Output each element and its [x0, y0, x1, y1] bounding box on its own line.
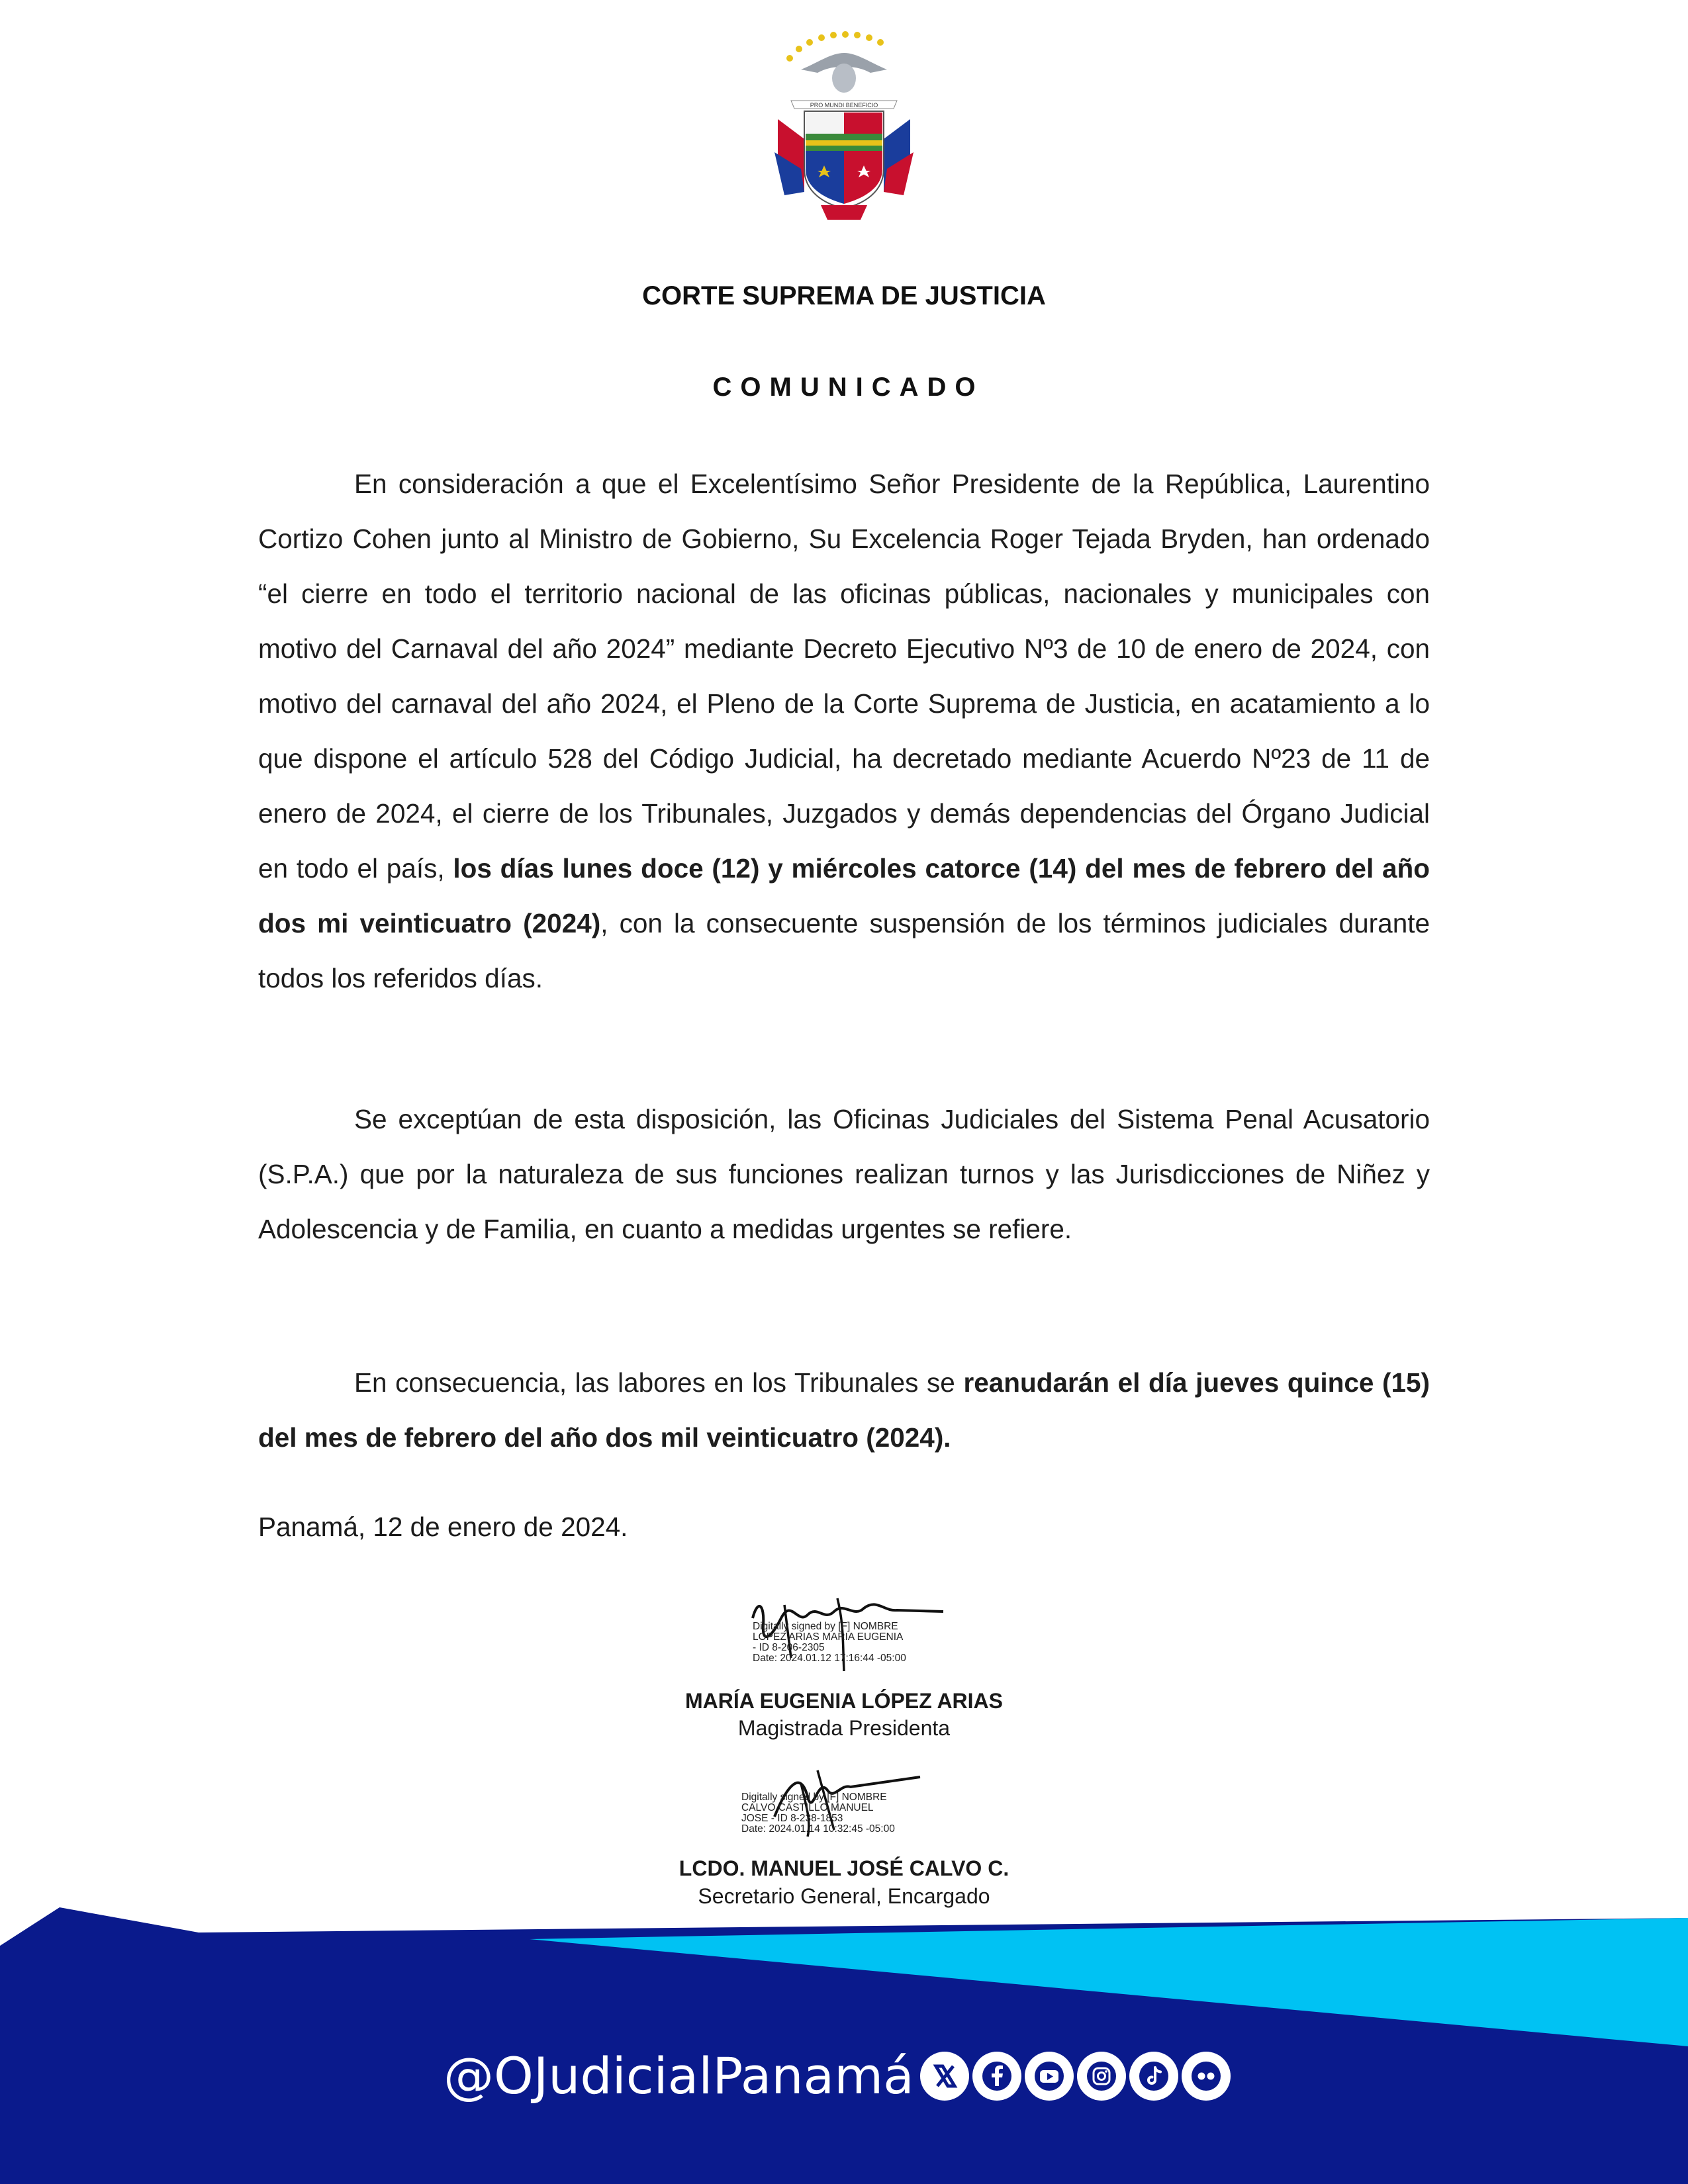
social-handle[interactable]: @OJudicialPanamá [444, 2046, 914, 2105]
paragraph-bold-dates: los días lunes doce (12) y miércoles catorce (14) del mes de febrero del año dos mi veinticuatro (2024) [258, 853, 1430, 938]
paragraph-text: En consideración a que el Excelentísimo Señor Presidente de la República, Laurentino Cortizo Cohen junto al Ministro de Gobierno, Su Excelencia Roger Tejada Bryden, han ordenado “el cierre en todo el territorio nacional de las oficinas públicas, nacionales y municipales con motivo del Carnaval del año 2024” mediante Decreto Ejecutivo Nº3 de 10 de enero de 2024, con motivo del carnaval del año 2024, el Pleno de la Corte Suprema de Justicia, en acatamiento a lo que dispone el artículo 528 del Código Judicial, ha decretado mediante Acuerdo Nº23 de 11 de enero de 2024, el cierre de los Tribunales, Juzgados y demás dependencias del Órgano Judicial en todo el país, [258, 469, 1430, 884]
digital-signature-stamp: Digitally signed by [F] NOMBRE LOPEZ ARIAS MARIA EUGENIA - ID 8-206-2305 Date: 2024.01.12 17:16:44 -05:00 [753, 1621, 906, 1664]
digital-signature-stamp: Digitally signed by [F] NOMBRE CALVO CASTILLO MANUEL JOSE - ID 8-238-1853 Date: 2024.01.14 10:32:45 -05:00 [741, 1792, 895, 1835]
place-and-date: Panamá, 12 de enero de 2024. [258, 1512, 628, 1542]
document-type-heading: COMUNICADO [712, 373, 984, 402]
instagram-icon[interactable] [1077, 2052, 1126, 2101]
paragraph-exceptions [258, 1092, 1430, 1257]
paragraph-bold-resumption-date: reanudarán el día jueves quince (15) del mes de febrero del año dos mil veinticuatro (2024). [258, 1367, 1430, 1453]
svg-text:PRO MUNDI BENEFICIO: PRO MUNDI BENEFICIO [810, 102, 878, 109]
signer-name: LCDO. MANUEL JOSÉ CALVO C. [679, 1856, 1009, 1880]
x-icon[interactable] [920, 2052, 969, 2101]
signer-name: MARÍA EUGENIA LÓPEZ ARIAS [684, 1689, 1003, 1713]
signer-role: Secretario General, Encargado [698, 1884, 990, 1908]
page-title: CORTE SUPREMA DE JUSTICIA [642, 281, 1046, 310]
paragraph-text: Se exceptúan de esta disposición, las Oficinas Judiciales del Sistema Penal Acusatorio (S.P.A.) que por la naturaleza de sus funciones realizan turnos y las Jurisdicciones de Niñez y Adolescencia y de Familia, en cuanto a medidas urgentes se refiere. [258, 1104, 1430, 1244]
flickr-icon[interactable] [1182, 2052, 1231, 2101]
panama-coat-of-arms-icon [765, 26, 923, 225]
signer-role: Magistrada Presidenta [737, 1716, 951, 1740]
tiktok-icon[interactable] [1129, 2052, 1178, 2101]
youtube-icon[interactable] [1025, 2052, 1074, 2101]
footer-banner [0, 1893, 1688, 2184]
paragraph-text: En consecuencia, las labores en los Tribunales se [354, 1367, 964, 1398]
paragraph-resumption [258, 1355, 1430, 1465]
facebook-icon[interactable] [972, 2052, 1021, 2101]
paragraph-closure-decree [258, 457, 1430, 1006]
social-icons [920, 2052, 1231, 2102]
paragraph-text: , con la consecuente suspensión de los términos judiciales durante todos los referidos días. [258, 908, 1430, 993]
